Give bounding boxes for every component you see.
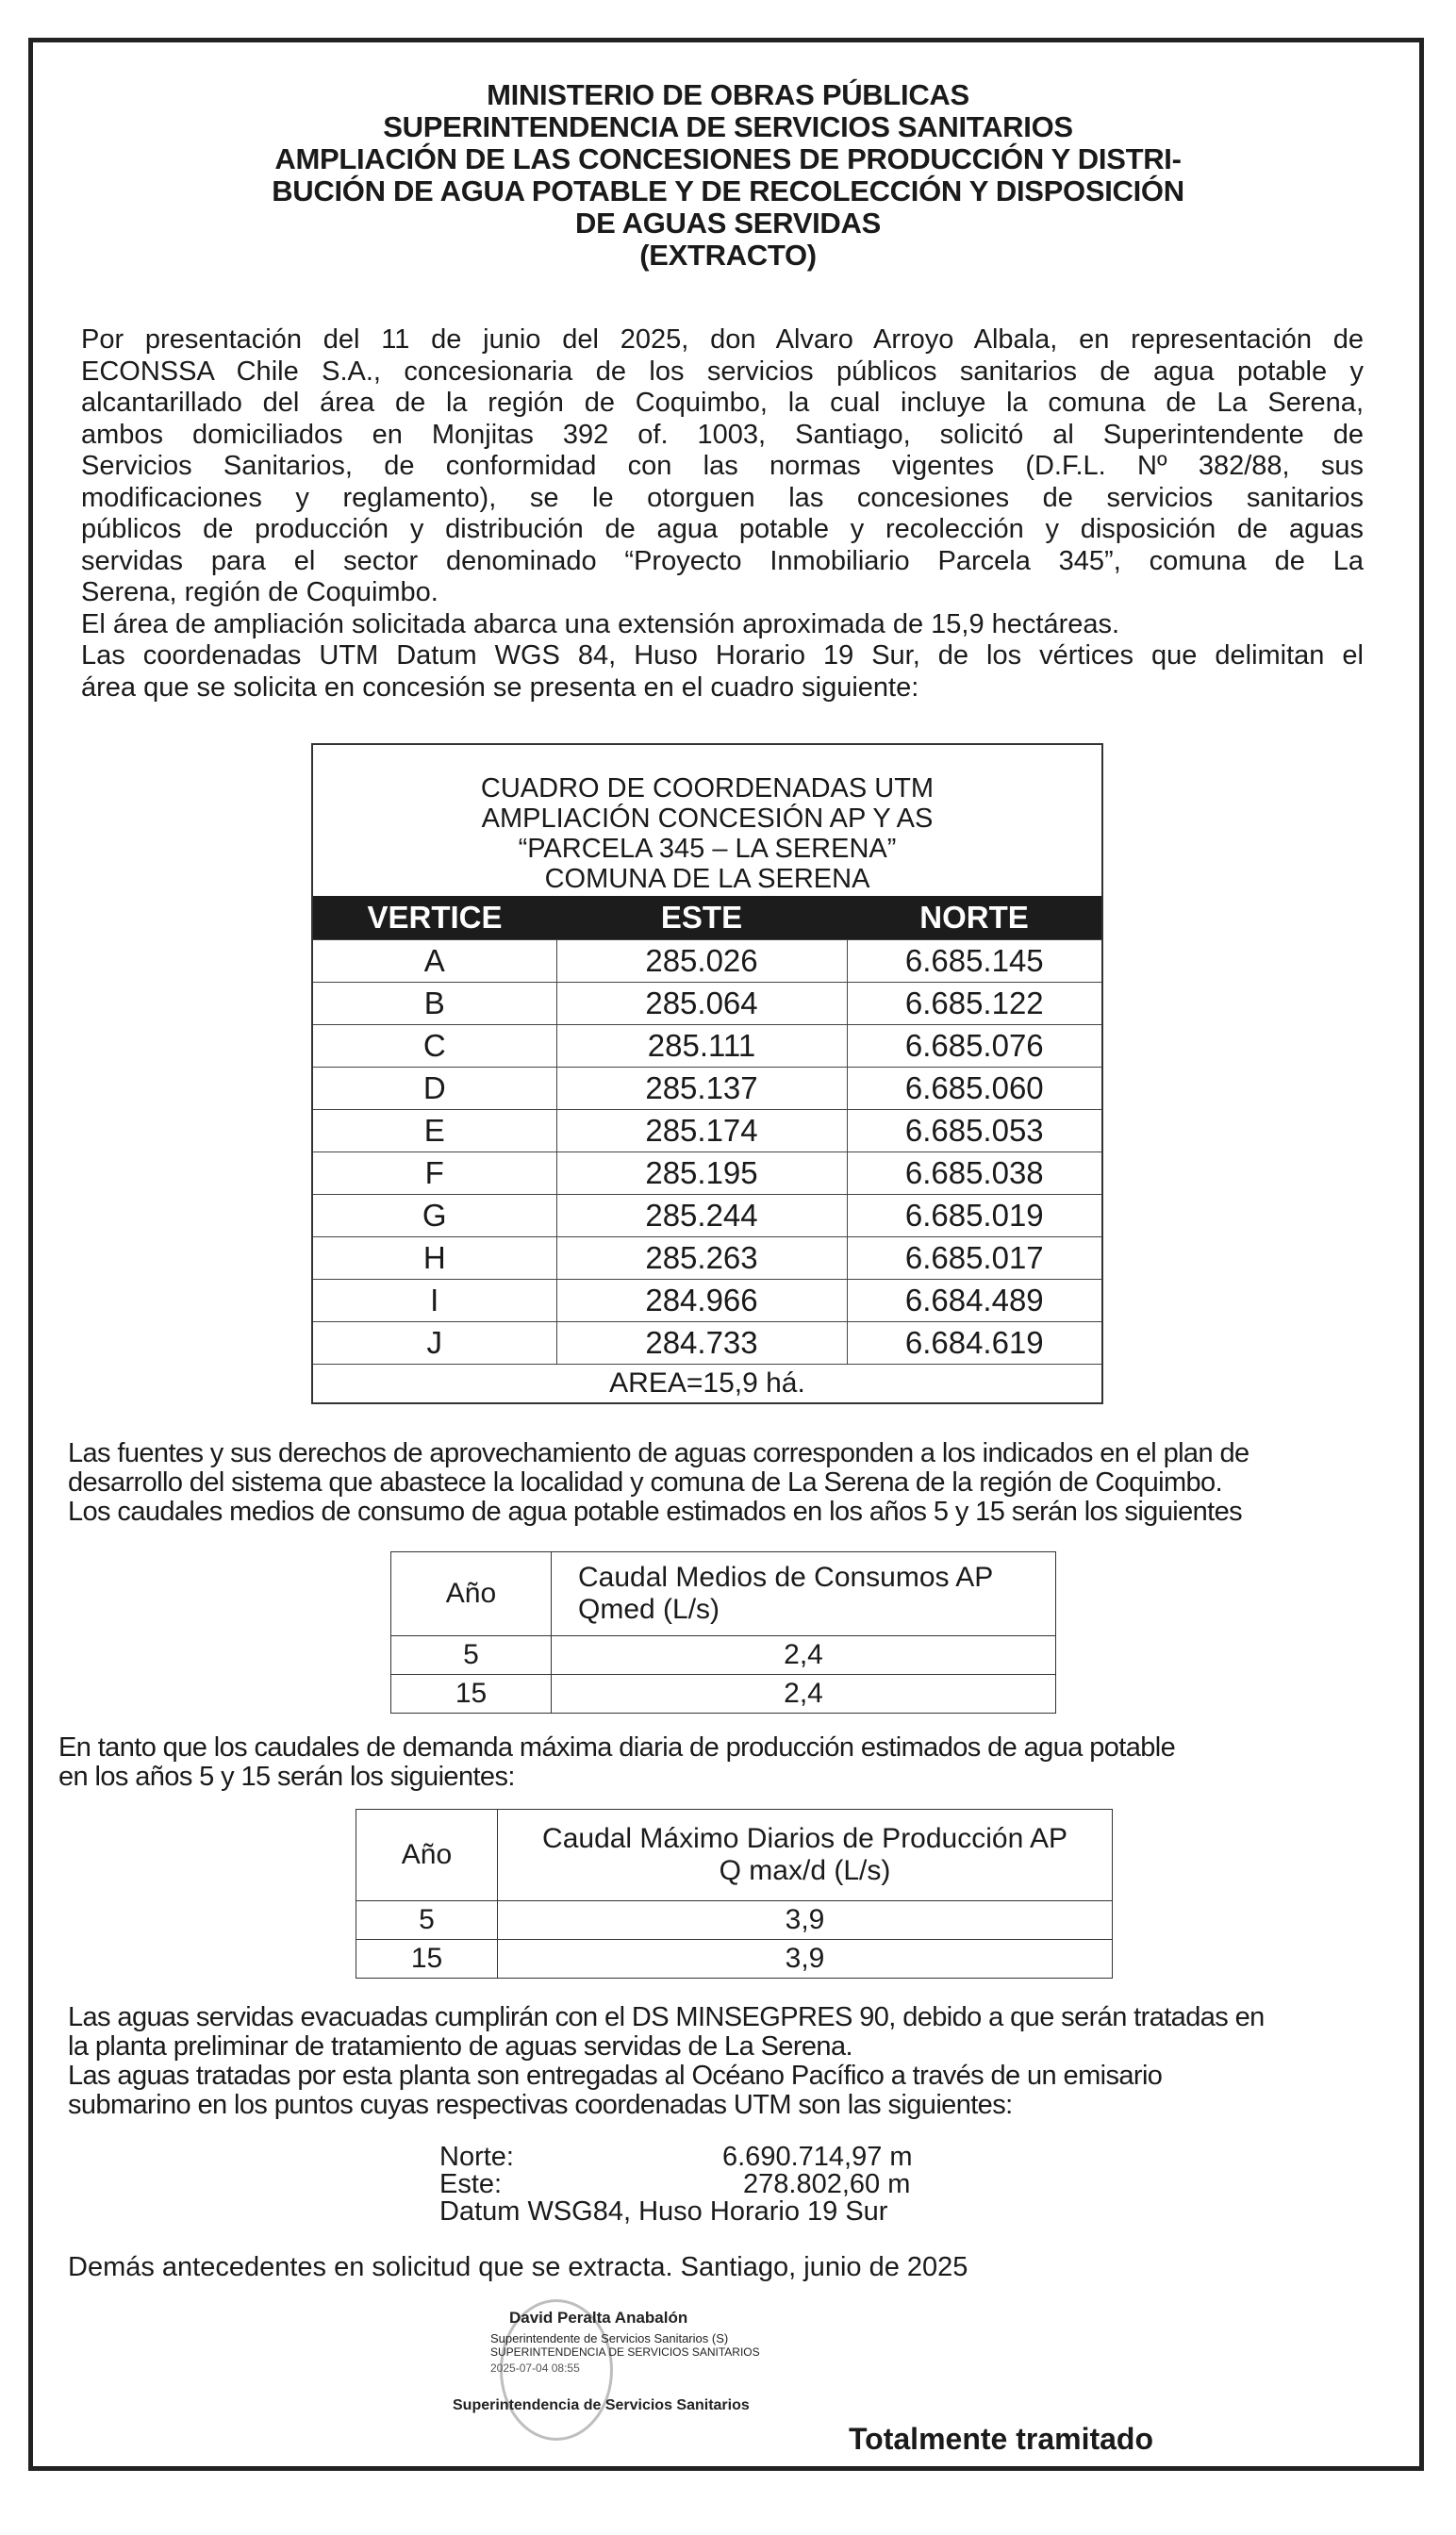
header-title-line2: BUCIÓN DE AGUA POTABLE Y DE RECOLECCIÓN Y DISPOSICIÓN [272, 174, 1184, 207]
qmax-table [356, 1809, 1113, 1979]
qmed-flow-header [552, 1552, 1056, 1636]
table-row [391, 1636, 1056, 1675]
intro-line: ambos domiciliados en Monjitas 392 of. 1003, Santiago, solicitó al Superintendente de [81, 419, 1364, 450]
outfall-norte-value: 6.690.714,97 m [722, 2142, 913, 2172]
header-norte: NORTE [847, 896, 1101, 940]
norte-cell: 6.685.053 [847, 1110, 1101, 1152]
este-cell: 285.111 [556, 1025, 847, 1068]
qmed-flow-header-line1: Caudal Medios de Consumos AP [578, 1562, 994, 1593]
table-row [391, 1675, 1056, 1714]
coordinates-table [313, 896, 1101, 1402]
qmax-value-cell: 3,9 [498, 1901, 1113, 1940]
qmax-header-row [356, 1810, 1113, 1901]
este-cell: 285.064 [556, 983, 847, 1025]
header-este: ESTE [556, 896, 847, 940]
demand-paragraph [58, 1733, 1381, 1792]
qmax-value-cell: 3,9 [498, 1940, 1113, 1979]
area-row [313, 1365, 1101, 1403]
norte-cell: 6.685.038 [847, 1152, 1101, 1195]
qmax-flow-header-line1: Caudal Máximo Diarios de Producción AP [542, 1823, 1067, 1854]
outfall-este-value: 278.802,60 m [743, 2169, 911, 2199]
header-title-line1: AMPLIACIÓN DE LAS CONCESIONES DE PRODUCCIÓN Y DISTRI- [274, 142, 1182, 175]
este-cell: 285.195 [556, 1152, 847, 1195]
intro-line: ECONSSA Chile S.A., concesionaria de los servicios públicos sanitarios de agua potable y [81, 356, 1364, 387]
coordinates-table-box [311, 743, 1103, 1404]
sewage-paragraph [68, 2003, 1390, 2120]
sewage-line: Las aguas tratadas por esta planta son entregadas al Océano Pacífico a través de un emisario [68, 2061, 1163, 2091]
vertex-cell: C [313, 1025, 556, 1068]
norte-cell: 6.685.017 [847, 1237, 1101, 1280]
sources-line: Los caudales medios de consumo de agua potable estimados en los años 5 y 15 serán los siguientes [68, 1497, 1243, 1527]
vertex-cell: D [313, 1068, 556, 1110]
signatory-role: Superintendente de Servicios Sanitarios (S) [490, 2331, 729, 2345]
area-cell: AREA=15,9 há. [313, 1365, 1101, 1403]
coordinates-title-line: AMPLIACIÓN CONCESIÓN AP Y AS [481, 804, 934, 834]
intro-line: servidas para el sector denominado “Proyecto Inmobiliario Parcela 345”, comuna de La [81, 545, 1364, 576]
signatory-org: SUPERINTENDENCIA DE SERVICIOS SANITARIOS [490, 2345, 760, 2359]
table-row [313, 1322, 1101, 1365]
vertex-cell: E [313, 1110, 556, 1152]
status-badge: Totalmente tramitado [849, 2422, 1153, 2456]
este-cell: 284.733 [556, 1322, 847, 1365]
este-cell: 285.137 [556, 1068, 847, 1110]
qmed-flow-header-line2: Qmed (L/s) [578, 1594, 720, 1625]
sewage-line: Las aguas servidas evacuadas cumplirán con el DS MINSEGPRES 90, debido a que serán tratadas en [68, 2002, 1265, 2032]
signatory-name: David Peralta Anabalón [509, 2309, 688, 2327]
outfall-este-label: Este: [439, 2169, 503, 2199]
signature-timestamp: 2025-07-04 08:55 [490, 2361, 580, 2375]
header-superintendency: SUPERINTENDENCIA DE SERVICIOS SANITARIOS [383, 110, 1073, 143]
vertex-cell: G [313, 1195, 556, 1237]
sources-paragraph [68, 1439, 1390, 1527]
demand-line: En tanto que los caudales de demanda máxima diaria de producción estimados de agua potable [58, 1732, 1176, 1763]
table-row [313, 940, 1101, 983]
norte-cell: 6.685.145 [847, 940, 1101, 983]
qmed-value-cell: 2,4 [552, 1675, 1056, 1714]
este-cell: 285.244 [556, 1195, 847, 1237]
vertex-cell: B [313, 983, 556, 1025]
sewage-line: submarino en los puntos cuyas respectivas coordenadas UTM son las siguientes: [68, 2090, 1013, 2120]
intro-paragraph [81, 324, 1364, 704]
vertex-cell: F [313, 1152, 556, 1195]
intro-line: Servicios Sanitarios, de conformidad con las normas vigentes (D.F.L. Nº 382/88, sus [81, 451, 1364, 481]
intro-line: Las coordenadas UTM Datum WGS 84, Huso Horario 19 Sur, de los vértices que delimitan el [81, 640, 1364, 671]
table-row [313, 1068, 1101, 1110]
table-row [313, 983, 1101, 1025]
qmax-year-header: Año [356, 1810, 498, 1901]
qmed-year-cell: 15 [391, 1675, 552, 1714]
table-row [313, 1195, 1101, 1237]
qmed-year-header: Año [391, 1552, 552, 1636]
intro-line: alcantarillado del área de la región de Coquimbo, la cual incluye la comuna de La Serena, [81, 388, 1364, 418]
outfall-norte-label: Norte: [439, 2142, 514, 2172]
signature-footer: Superintendencia de Servicios Sanitarios [453, 2397, 750, 2413]
qmax-year-cell: 15 [356, 1940, 498, 1979]
qmax-flow-header-line2: Q max/d (L/s) [719, 1855, 891, 1886]
sources-line: Las fuentes y sus derechos de aprovechamiento de aguas corresponden a los indicados en el plan de [68, 1438, 1249, 1468]
table-row [313, 1025, 1101, 1068]
vertex-cell: I [313, 1280, 556, 1322]
table-row [356, 1940, 1113, 1979]
intro-line: Por presentación del 11 de junio del 2025, don Alvaro Arroyo Albala, en representación de [81, 324, 1364, 355]
norte-cell: 6.685.076 [847, 1025, 1101, 1068]
norte-cell: 6.685.060 [847, 1068, 1101, 1110]
qmed-value-cell: 2,4 [552, 1636, 1056, 1675]
table-row [313, 1237, 1101, 1280]
este-cell: 284.966 [556, 1280, 847, 1322]
coordinates-title-line: CUADRO DE COORDENADAS UTM [480, 773, 935, 804]
coordinates-table-title [313, 745, 1101, 896]
closing-statement: Demás antecedentes en solicitud que se extracta. Santiago, junio de 2025 [68, 2252, 968, 2282]
este-cell: 285.263 [556, 1237, 847, 1280]
sewage-line: la planta preliminar de tratamiento de aguas servidas de La Serena. [68, 2031, 852, 2062]
norte-cell: 6.684.489 [847, 1280, 1101, 1322]
norte-cell: 6.685.122 [847, 983, 1101, 1025]
qmax-year-cell: 5 [356, 1901, 498, 1940]
table-row [356, 1901, 1113, 1940]
este-cell: 285.174 [556, 1110, 847, 1152]
vertex-cell: H [313, 1237, 556, 1280]
outfall-datum: Datum WSG84, Huso Horario 19 Sur [439, 2196, 888, 2227]
intro-line: El área de ampliación solicitada abarca una extensión aproximada de 15,9 hectáreas. [81, 608, 1120, 639]
header-vertice: VERTICE [313, 896, 556, 940]
qmed-header-row [391, 1552, 1056, 1636]
intro-line: área que se solicita en concesión se presenta en el cuadro siguiente: [81, 671, 919, 703]
intro-line: públicos de producción y distribución de agua potable y recolección y disposición de aguas [81, 514, 1364, 544]
vertex-cell: A [313, 940, 556, 983]
norte-cell: 6.684.619 [847, 1322, 1101, 1365]
sources-line: desarrollo del sistema que abastece la localidad y comuna de La Serena de la región de Coquimbo. [68, 1467, 1223, 1498]
este-cell: 285.026 [556, 940, 847, 983]
intro-line: Serena, región de Coquimbo. [81, 577, 438, 607]
norte-cell: 6.685.019 [847, 1195, 1101, 1237]
qmed-year-cell: 5 [391, 1636, 552, 1675]
table-row [313, 1110, 1101, 1152]
qmed-table [390, 1551, 1056, 1714]
coordinates-title-line: COMUNA DE LA SERENA [544, 864, 870, 894]
coordinates-title-line: “PARCELA 345 – LA SERENA” [518, 834, 897, 864]
table-row [313, 1280, 1101, 1322]
header-ministry: MINISTERIO DE OBRAS PÚBLICAS [487, 78, 969, 111]
vertex-cell: J [313, 1322, 556, 1365]
header-extract: (EXTRACTO) [639, 239, 817, 272]
intro-line: modificaciones y reglamento), se le otorguen las concesiones de servicios sanitarios [81, 482, 1364, 513]
qmax-flow-header [498, 1810, 1113, 1901]
demand-line: en los años 5 y 15 serán los siguientes: [58, 1762, 515, 1792]
table-row [313, 1152, 1101, 1195]
header-title-line3: DE AGUAS SERVIDAS [575, 207, 881, 240]
coordinates-header-row [313, 896, 1101, 940]
